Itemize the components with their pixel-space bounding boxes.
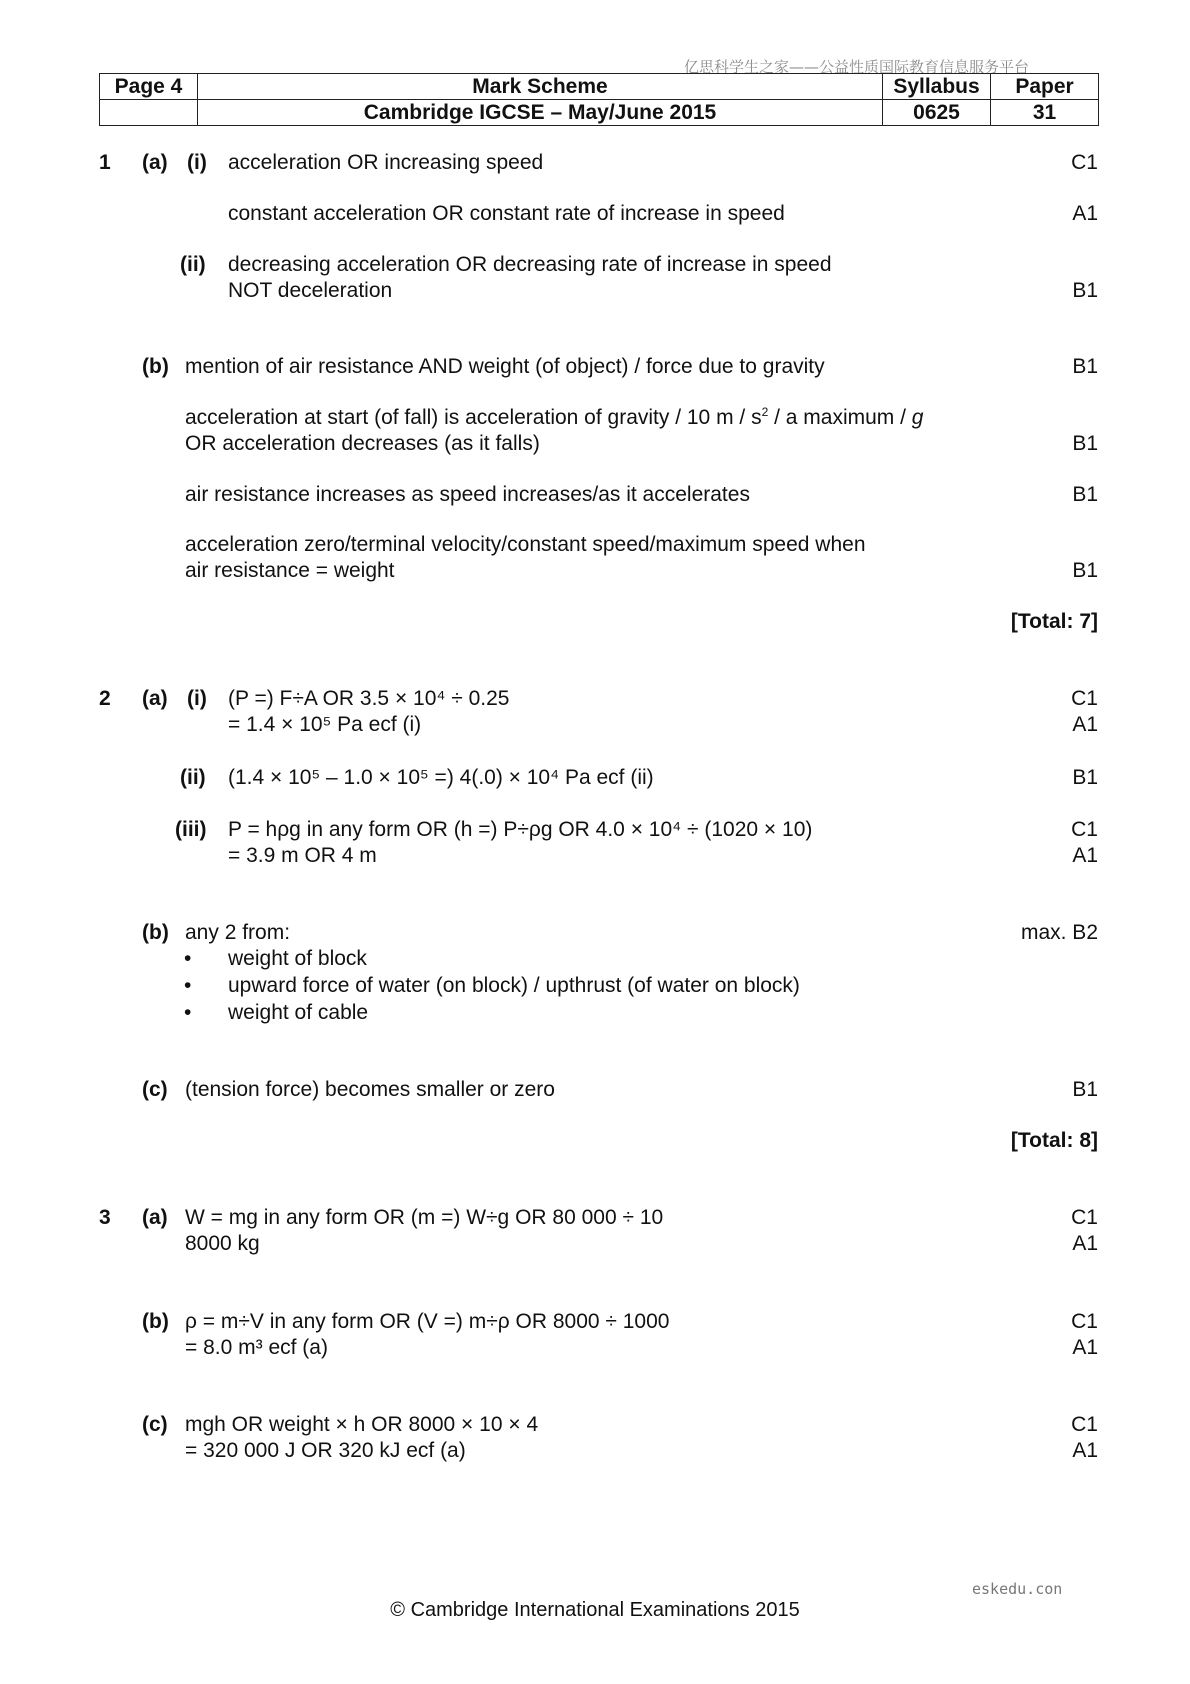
q1-aii-line1: decreasing acceleration OR decreasing rate of increase in speed — [228, 253, 832, 276]
q1-b-mark4: B1 — [1072, 559, 1098, 582]
q2-ai-line1: (P =) F÷A OR 3.5 × 10⁴ ÷ 0.25 — [228, 687, 510, 710]
q3-c-mark1: C1 — [1071, 1413, 1098, 1436]
q1-aii-line2: NOT deceleration — [228, 279, 393, 302]
doc-subtitle: Cambridge IGCSE – May/June 2015 — [198, 100, 883, 126]
q2-aiii-mark1: C1 — [1071, 818, 1098, 841]
q2-sub-i: (i) — [187, 687, 207, 710]
q3-part-a: (a) — [142, 1206, 168, 1229]
q2-sub-ii: (ii) — [180, 766, 206, 789]
q2-aiii-line2: = 3.9 m OR 4 m — [228, 844, 377, 867]
q3-part-b: (b) — [142, 1310, 169, 1333]
q1-b-line2a: acceleration at start (of fall) is acceleration of gravity / 10 m / $s^2$ / a maximum / g — [185, 405, 924, 429]
q2-part-a: (a) — [142, 687, 168, 710]
q2-ai-mark1: C1 — [1071, 687, 1098, 710]
syllabus-code: 0625 — [883, 100, 991, 126]
q3-a-mark2: A1 — [1072, 1232, 1098, 1255]
q2-total: [Total: 8] — [1010, 1129, 1098, 1152]
q3-b-mark2: A1 — [1072, 1336, 1098, 1359]
bullet-icon: • — [184, 1001, 192, 1024]
q1-b-line2b: OR acceleration decreases (as it falls) — [185, 432, 540, 455]
q2-b-item: weight of cable — [228, 1001, 369, 1024]
q2-sub-iii: (iii) — [175, 818, 207, 841]
bullet-icon: • — [184, 947, 192, 970]
q2-b-item: weight of block — [228, 947, 367, 970]
q1-sub-ii: (ii) — [180, 253, 206, 276]
q3-c-line1: mgh OR weight × h OR 8000 × 10 × 4 — [185, 1413, 539, 1436]
q2-c-mark: B1 — [1072, 1078, 1098, 1101]
q2-b-item: upward force of water (on block) / upthrust (of water on block) — [228, 974, 800, 997]
q1-ai-mark1: C1 — [1071, 151, 1098, 174]
header-table — [99, 73, 1099, 126]
q3-a-line2: 8000 kg — [185, 1232, 260, 1255]
q2-part-c: (c) — [142, 1078, 168, 1101]
q1-aii-mark: B1 — [1072, 279, 1098, 302]
q3-number: 3 — [99, 1206, 111, 1229]
q1-b-line4b: air resistance = weight — [185, 559, 395, 582]
footer-copyright: © Cambridge International Examinations 2015 — [390, 1599, 800, 1621]
q1-ai-line1: acceleration OR increasing speed — [228, 151, 544, 174]
q1-number: 1 — [99, 151, 111, 174]
q1-b-line4a: acceleration zero/terminal velocity/constant speed/maximum speed when — [185, 533, 866, 556]
q3-a-mark1: C1 — [1071, 1206, 1098, 1229]
q1-sub-i: (i) — [187, 151, 207, 174]
q2-aii-mark: B1 — [1072, 766, 1098, 789]
q1-b-mark1: B1 — [1072, 355, 1098, 378]
q2-c-line: (tension force) becomes smaller or zero — [185, 1078, 555, 1101]
q1-part-a: (a) — [142, 151, 168, 174]
q1-b-mark3: B1 — [1072, 483, 1098, 506]
q2-aiii-mark2: A1 — [1072, 844, 1098, 867]
q1-b-line1: mention of air resistance AND weight (of object) / force due to gravity — [185, 355, 825, 378]
q1-part-b: (b) — [142, 355, 169, 378]
q3-c-mark2: A1 — [1072, 1439, 1098, 1462]
q1-b-mark2: B1 — [1072, 432, 1098, 455]
bullet-icon: • — [184, 974, 192, 997]
page-number: Page 4 — [100, 74, 198, 100]
q2-number: 2 — [99, 687, 111, 710]
watermark-bottom: eskedu.con — [972, 1580, 1063, 1598]
q2-part-b: (b) — [142, 921, 169, 944]
q3-b-mark1: C1 — [1071, 1310, 1098, 1333]
q1-ai-mark2: A1 — [1072, 202, 1098, 225]
q3-b-line2: = 8.0 m³ ecf (a) — [185, 1336, 328, 1359]
q2-ai-line2: = 1.4 × 10⁵ Pa ecf (i) — [228, 713, 422, 736]
syllabus-label: Syllabus — [883, 74, 991, 100]
q1-total: [Total: 7] — [1010, 610, 1098, 633]
q3-a-line1: W = mg in any form OR (m =) W÷g OR 80 000 ÷ 10 — [185, 1206, 664, 1229]
q2-b-intro: any 2 from: — [185, 921, 291, 944]
q2-aii-line: (1.4 × 10⁵ – 1.0 × 10⁵ =) 4(.0) × 10⁴ Pa ecf (ii) — [228, 766, 654, 789]
q1-b-line3: air resistance increases as speed increases/as it accelerates — [185, 483, 750, 506]
q3-c-line2: = 320 000 J OR 320 kJ ecf (a) — [185, 1439, 466, 1462]
q3-b-line1: ρ = m÷V in any form OR (V =) m÷ρ OR 8000 ÷ 1000 — [185, 1310, 670, 1333]
watermark-top: 亿思科学生之家——公益性质国际教育信息服务平台 — [684, 58, 1030, 76]
paper-label: Paper — [991, 74, 1099, 100]
q2-aiii-line1: P = hρg in any form OR (h =) P÷ρg OR 4.0 × 10⁴ ÷ (1020 × 10) — [228, 818, 813, 841]
paper-code: 31 — [991, 100, 1099, 126]
doc-title: Mark Scheme — [198, 74, 883, 100]
q2-ai-mark2: A1 — [1072, 713, 1098, 736]
q3-part-c: (c) — [142, 1413, 168, 1436]
q2-b-mark: max. B2 — [1020, 921, 1098, 944]
q1-ai-line2: constant acceleration OR constant rate of increase in speed — [228, 202, 785, 225]
